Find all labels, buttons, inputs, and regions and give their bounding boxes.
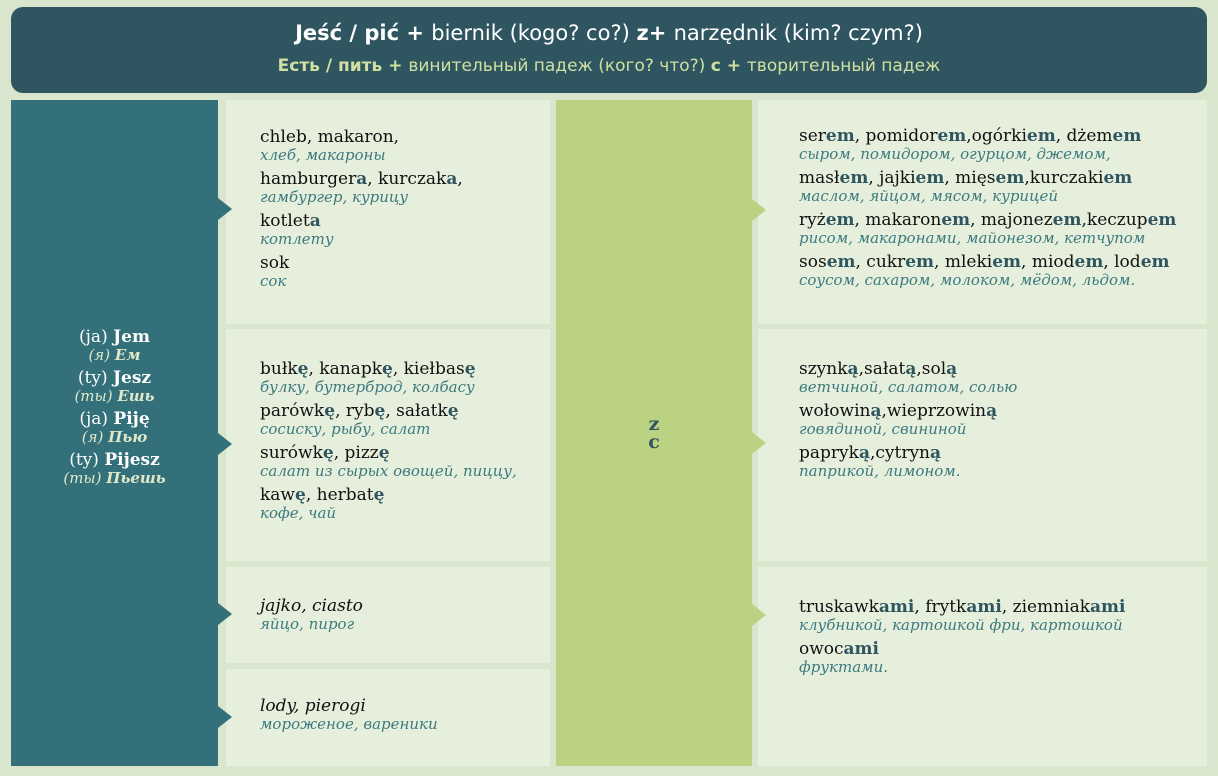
russian-translation: гамбургер, курицу <box>260 188 409 206</box>
word-list <box>799 127 1176 295</box>
russian-translation: котлету <box>260 230 334 248</box>
case-ending: a <box>309 211 321 231</box>
header-segment: Есть / пить + <box>277 56 409 76</box>
verb-column <box>11 100 218 766</box>
case-ending: em <box>825 126 855 146</box>
accusative-box-3 <box>226 567 550 663</box>
verb-list <box>11 328 218 492</box>
vocab-entry <box>260 444 517 480</box>
verb-pronoun-ru: (ты) <box>74 387 118 405</box>
case-ending: ę <box>374 401 386 421</box>
vocab-entry <box>799 253 1176 289</box>
russian-translation: сок <box>260 272 287 290</box>
russian-translation: яйцо, пирог <box>260 615 355 633</box>
case-ending: em <box>995 168 1025 188</box>
case-ending: ami <box>966 597 1002 617</box>
word-stem: , makaron <box>854 210 942 230</box>
case-ending: ę <box>447 401 459 421</box>
header-segment: narzędnik (kim? czym?) <box>673 21 923 45</box>
word-stem: , dżem <box>1055 126 1113 146</box>
case-ending: a <box>356 169 368 189</box>
russian-translation: говядиной, свининой <box>799 420 967 438</box>
polish-word <box>260 360 517 379</box>
word-stem: owoc <box>799 639 844 659</box>
preposition-column <box>556 100 752 766</box>
case-ending: em <box>915 168 945 188</box>
case-ending: em <box>839 168 869 188</box>
case-ending: ą <box>986 401 998 421</box>
case-ending: em <box>1147 210 1177 230</box>
russian-translation: кофе, чай <box>260 504 337 522</box>
word-stem: , pizz <box>333 443 379 463</box>
instrumental-box-1 <box>758 100 1207 324</box>
case-ending: ę <box>322 443 334 463</box>
vocab-entry <box>260 212 463 248</box>
polish-word <box>260 444 517 463</box>
word-stem: ,ogórki <box>966 126 1027 146</box>
case-ending: ę <box>324 401 336 421</box>
russian-translation: паприкой, лимоном. <box>799 462 961 480</box>
polish-word <box>260 170 463 189</box>
word-stem: kotlet <box>260 211 310 231</box>
word-stem: , frytk <box>914 597 967 617</box>
case-ending: ą <box>870 401 882 421</box>
case-ending: em <box>1052 210 1082 230</box>
case-ending: em <box>1140 252 1170 272</box>
polish-word <box>799 360 1017 379</box>
verb-form-ru: Ешь <box>117 387 155 405</box>
header <box>11 7 1207 93</box>
preposition-label <box>556 415 752 451</box>
header-segment: винительный падеж (кого? что?) <box>408 56 711 76</box>
russian-translation: сыром, помидором, огурцом, джемом, <box>799 145 1111 163</box>
case-ending: ami <box>1090 597 1126 617</box>
word-stem: chleb, makaron, <box>260 127 400 147</box>
word-stem: , majonez <box>970 210 1053 230</box>
russian-translation: клубникой, картошкой фри, картошкой <box>799 616 1123 634</box>
russian-translation: булку, бутерброд, колбасу <box>260 378 475 396</box>
word-stem: , sałatk <box>385 401 448 421</box>
russian-translation: ветчиной, салатом, солью <box>799 378 1018 396</box>
verb-form-ru: Пью <box>108 428 148 446</box>
word-stem: ,sol <box>916 359 947 379</box>
case-ending: ę <box>373 485 385 505</box>
word-stem: sok <box>260 253 290 273</box>
word-stem: masł <box>799 168 840 188</box>
word-stem: wołowin <box>799 401 871 421</box>
word-list <box>260 597 363 639</box>
word-stem: , ziemniak <box>1001 597 1091 617</box>
russian-translation: фруктами. <box>799 658 889 676</box>
verb-form: Piję <box>113 409 150 429</box>
word-stem: ,sałat <box>858 359 906 379</box>
polish-word <box>799 211 1176 230</box>
preposition-russian: с <box>648 431 660 453</box>
case-ending: ę <box>464 359 476 379</box>
case-ending: ą <box>847 359 859 379</box>
word-stem: , mięs <box>944 168 996 188</box>
arrow-icon <box>752 199 766 221</box>
case-ending: ami <box>843 639 880 659</box>
russian-translation: рисом, макаронами, майонезом, кетчупом <box>799 229 1146 247</box>
header-title-polish <box>11 21 1207 45</box>
case-ending: ą <box>905 359 917 379</box>
polish-word <box>799 598 1126 617</box>
word-stem: surówk <box>260 443 323 463</box>
word-stem: jajko, ciasto <box>260 596 363 616</box>
word-stem: , kiełbas <box>392 359 465 379</box>
header-segment: с + <box>710 56 747 76</box>
header-segment: biernik (kogo? co?) <box>431 21 637 45</box>
verb-pronoun: (ja) <box>79 409 114 429</box>
case-ending: em <box>1074 252 1104 272</box>
case-ending: ą <box>946 359 958 379</box>
verb-item <box>11 451 218 487</box>
polish-word <box>260 697 438 716</box>
vocab-entry <box>799 211 1176 247</box>
polish-word <box>260 128 463 147</box>
word-stem: , cukr <box>855 252 906 272</box>
verb-form: Pijesz <box>104 450 160 470</box>
vocab-entry <box>799 402 1017 438</box>
case-ending: em <box>992 252 1022 272</box>
russian-translation: мороженое, вареники <box>260 715 438 733</box>
case-ending: em <box>937 126 967 146</box>
word-stem: , <box>457 169 463 189</box>
case-ending: em <box>1026 126 1056 146</box>
word-stem: , herbat <box>305 485 374 505</box>
verb-pronoun: (ja) <box>79 327 114 347</box>
polish-word <box>260 212 463 231</box>
word-stem: truskawk <box>799 597 879 617</box>
case-ending: em <box>941 210 971 230</box>
case-ending: ę <box>295 485 306 505</box>
header-segment: творительный падеж <box>746 56 941 76</box>
verb-pronoun-ru: (я) <box>81 428 109 446</box>
russian-translation: сосиску, рыбу, салат <box>260 420 431 438</box>
word-stem: sos <box>799 252 827 272</box>
accusative-box-4 <box>226 669 550 766</box>
case-ending: ę <box>297 359 309 379</box>
vocab-entry <box>799 444 1017 480</box>
word-stem: , lod <box>1103 252 1141 272</box>
polish-word <box>799 444 1017 463</box>
vocab-entry <box>260 402 517 438</box>
arrow-icon <box>752 604 766 626</box>
preposition-polish: z <box>648 413 660 435</box>
word-stem: ,keczup <box>1081 210 1148 230</box>
header-title-russian <box>11 56 1207 76</box>
polish-word <box>799 253 1176 272</box>
polish-word <box>260 486 517 505</box>
vocab-entry <box>799 640 1126 676</box>
polish-word <box>260 597 363 616</box>
arrow-icon <box>218 603 232 625</box>
verb-form: Jem <box>113 327 150 347</box>
verb-item <box>11 410 218 446</box>
vocab-entry <box>260 254 463 290</box>
word-stem: , mleki <box>934 252 993 272</box>
arrow-icon <box>218 198 232 220</box>
word-stem: ,cytryn <box>869 443 930 463</box>
verb-pronoun-ru: (ты) <box>63 469 107 487</box>
verb-item <box>11 328 218 364</box>
word-stem: , miod <box>1021 252 1075 272</box>
vocab-entry <box>799 360 1017 396</box>
word-stem: szynk <box>799 359 848 379</box>
word-stem: lody, pierogi <box>260 696 366 716</box>
case-ending: ę <box>378 443 390 463</box>
word-stem: , ryb <box>335 401 375 421</box>
russian-translation: маслом, яйцом, мясом, курицей <box>799 187 1059 205</box>
header-segment: Jeść / pić + <box>295 21 432 45</box>
accusative-box-2 <box>226 329 550 561</box>
case-ending: em <box>825 210 855 230</box>
word-list <box>260 697 438 739</box>
case-ending: em <box>1112 126 1142 146</box>
word-stem: , jajki <box>868 168 916 188</box>
verb-pronoun: (ty) <box>69 450 105 470</box>
case-ending: em <box>1103 168 1133 188</box>
word-stem: ser <box>799 126 826 146</box>
verb-item <box>11 369 218 405</box>
vocab-entry <box>799 127 1176 163</box>
vocab-entry <box>260 597 363 633</box>
polish-word <box>799 127 1176 146</box>
verb-pronoun-ru: (я) <box>88 346 115 364</box>
verb-form-ru: Ем <box>114 346 141 364</box>
word-stem: kaw <box>260 485 295 505</box>
word-stem: , kurczak <box>367 169 447 189</box>
case-ending: a <box>446 169 458 189</box>
case-ending: ę <box>382 359 393 379</box>
vocab-entry <box>260 170 463 206</box>
arrow-icon <box>752 432 766 454</box>
vocab-entry <box>799 598 1126 634</box>
word-stem: , pomidor <box>854 126 938 146</box>
case-ending: ą <box>858 443 870 463</box>
word-stem: bułk <box>260 359 298 379</box>
case-ending: em <box>905 252 935 272</box>
vocab-entry <box>260 486 517 522</box>
vocab-entry <box>260 128 463 164</box>
polish-word <box>260 402 517 421</box>
arrow-icon <box>218 433 232 455</box>
word-stem: papryk <box>799 443 859 463</box>
verb-form: Jesz <box>113 368 152 388</box>
russian-translation: соусом, сахаром, молоком, мёдом, льдом. <box>799 271 1136 289</box>
word-stem: parówk <box>260 401 325 421</box>
case-ending: ami <box>878 597 915 617</box>
verb-form-ru: Пьешь <box>106 469 166 487</box>
vocab-entry <box>260 697 438 733</box>
russian-translation: салат из сырых овощей, пиццу, <box>260 462 517 480</box>
word-stem: , kanapk <box>308 359 382 379</box>
polish-word <box>260 254 463 273</box>
russian-translation: хлеб, макароны <box>260 146 386 164</box>
word-list <box>260 128 463 296</box>
polish-word <box>799 640 1126 659</box>
word-stem: ,kurczaki <box>1024 168 1104 188</box>
case-ending: ą <box>930 443 942 463</box>
instrumental-box-2 <box>758 329 1207 561</box>
header-segment: z+ <box>636 21 674 45</box>
word-list <box>799 598 1126 682</box>
polish-word <box>799 169 1176 188</box>
case-ending: em <box>826 252 856 272</box>
vocab-entry <box>799 169 1176 205</box>
word-list <box>799 360 1017 486</box>
polish-word <box>799 402 1017 421</box>
word-stem: hamburger <box>260 169 357 189</box>
word-stem: ryż <box>799 210 826 230</box>
accusative-box-1 <box>226 100 550 324</box>
word-stem: ,wieprzowin <box>881 401 987 421</box>
vocab-entry <box>260 360 517 396</box>
arrow-icon <box>218 706 232 728</box>
verb-pronoun: (ty) <box>77 368 113 388</box>
instrumental-box-3 <box>758 567 1207 766</box>
word-list <box>260 360 517 528</box>
